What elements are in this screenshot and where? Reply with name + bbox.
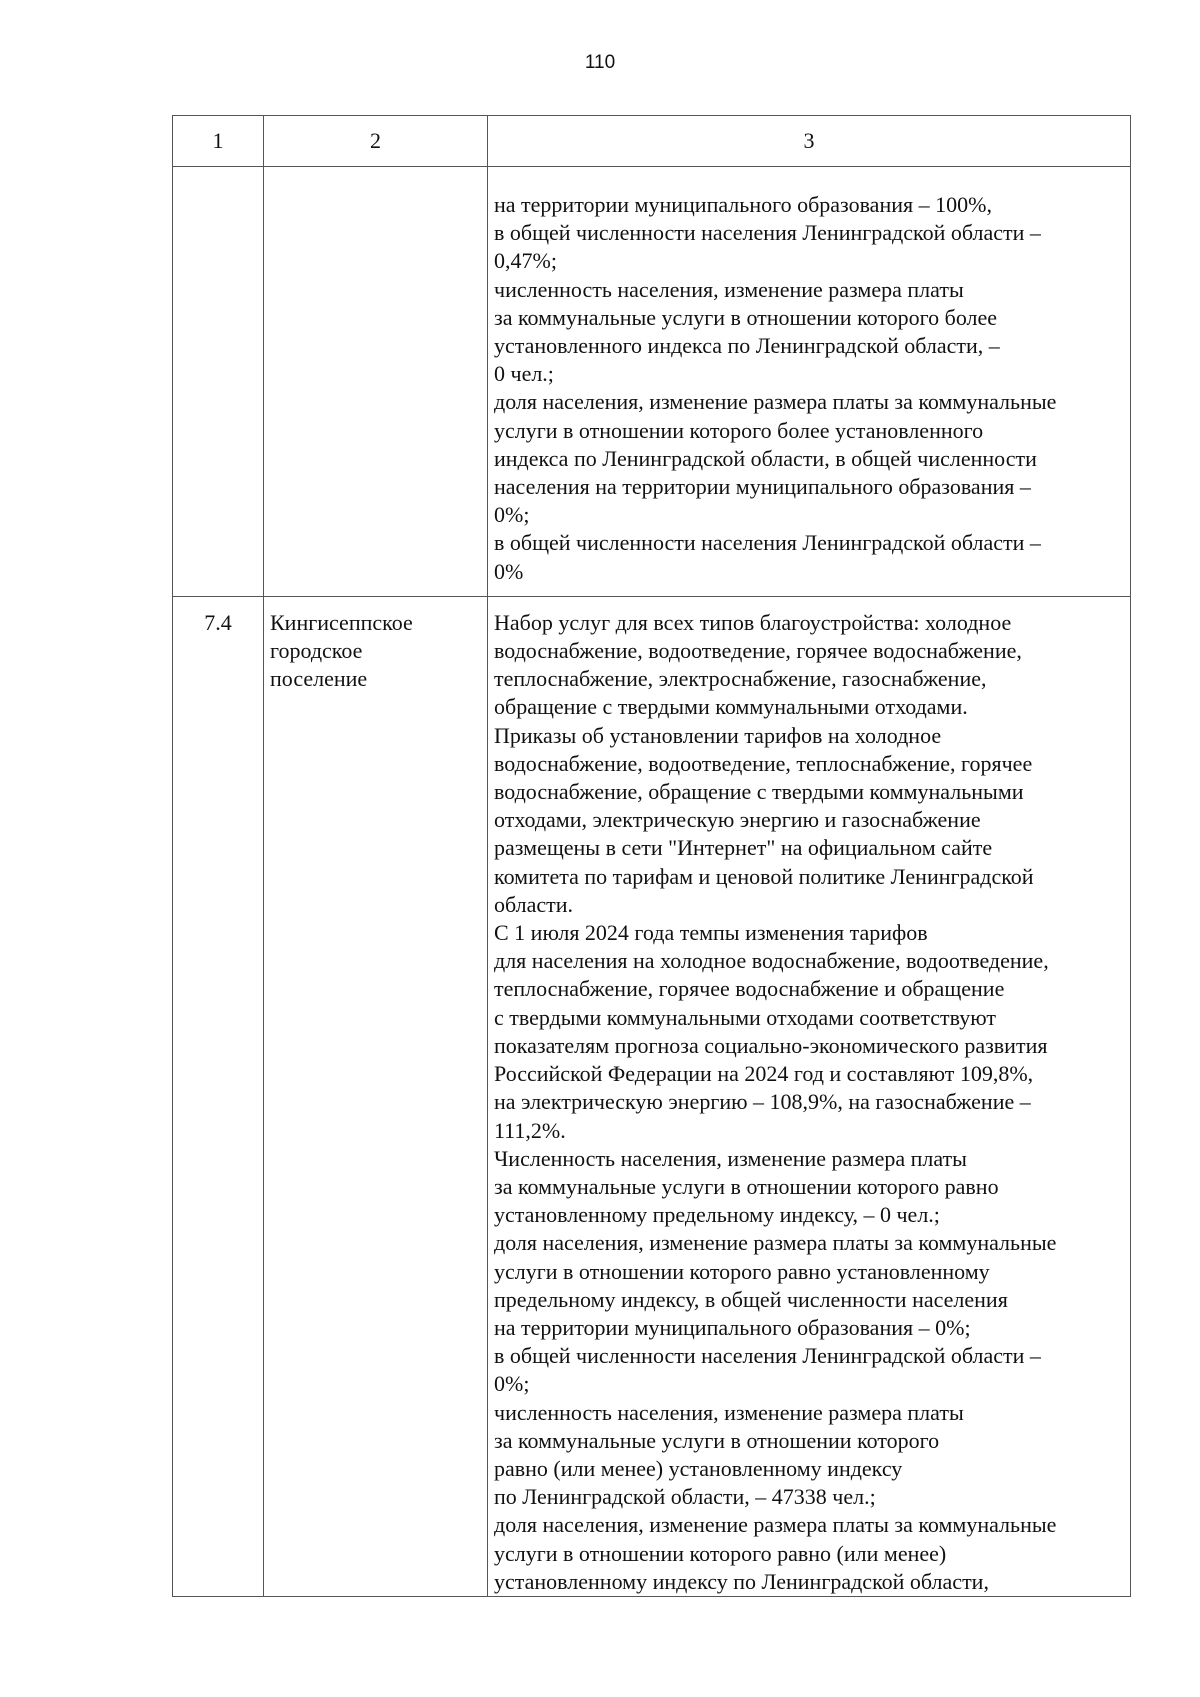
text-line: за коммунальные услуги в отношении которого более bbox=[494, 304, 998, 330]
description-cell bbox=[488, 596, 1131, 1596]
text-line: с твердыми коммунальными отходами соответствуют bbox=[494, 1004, 997, 1030]
header-col-2: 2 bbox=[264, 116, 488, 167]
tariff-table bbox=[172, 115, 1131, 1597]
text-line: услуги в отношении которого более установленного bbox=[494, 417, 984, 443]
table-row-7-4 bbox=[173, 596, 1131, 1596]
text-line: отходами, электрическую энергию и газоснабжение bbox=[494, 807, 981, 833]
text-line: С 1 июля 2024 года темпы изменения тарифов bbox=[494, 920, 928, 946]
text-line: городское bbox=[270, 638, 363, 664]
text-line: в общей численности населения Ленинградской области – bbox=[494, 530, 1041, 556]
text-line: численность населения, изменение размера платы bbox=[494, 1399, 964, 1425]
text-line: на территории муниципального образования – 100%, bbox=[494, 192, 992, 217]
text-line: поселение bbox=[270, 666, 368, 692]
text-line: услуги в отношении которого равно (или менее) bbox=[494, 1540, 947, 1566]
text-line: населения на территории муниципального образования – bbox=[494, 474, 1031, 500]
text-line: 0,47%; bbox=[494, 248, 557, 274]
text-line: для населения на холодное водоснабжение, водоотведение, bbox=[494, 948, 1049, 974]
text-line: установленному индексу по Ленинградской области, bbox=[494, 1568, 989, 1594]
text-line: теплоснабжение, электроснабжение, газоснабжение, bbox=[494, 666, 987, 692]
text-line: водоснабжение, водоотведение, теплоснабжение, горячее bbox=[494, 750, 1033, 776]
text-line: 111,2%. bbox=[494, 1117, 566, 1143]
text-line: Российской Федерации на 2024 год и составляют 109,8%, bbox=[494, 1061, 1034, 1087]
text-line: доля населения, изменение размера платы за коммунальные bbox=[494, 389, 1057, 415]
header-col-3: 3 bbox=[488, 116, 1131, 167]
text-line: 0%; bbox=[494, 1371, 530, 1397]
header-col-1: 1 bbox=[173, 116, 264, 167]
text-line: теплоснабжение, горячее водоснабжение и обращение bbox=[494, 976, 1005, 1002]
text-line: на электрическую энергию – 108,9%, на газоснабжение – bbox=[494, 1089, 1031, 1115]
municipality-cell bbox=[264, 167, 488, 597]
text-line: установленного индекса по Ленинградской области, – bbox=[494, 333, 1000, 359]
text-line: доля населения, изменение размера платы за коммунальные bbox=[494, 1512, 1057, 1538]
text-line: в общей численности населения Ленинградской области – bbox=[494, 220, 1041, 246]
table-row-continued bbox=[173, 167, 1131, 597]
text-line: Набор услуг для всех типов благоустройства: холодное bbox=[494, 609, 1012, 635]
text-line: на территории муниципального образования – 0%; bbox=[494, 1314, 971, 1340]
row-number-cell bbox=[173, 167, 264, 597]
row-number-cell: 7.4 bbox=[173, 596, 264, 1596]
text-line: за коммунальные услуги в отношении которого bbox=[494, 1427, 940, 1453]
text-line: 0% bbox=[494, 558, 524, 584]
text-line: Приказы об установлении тарифов на холодное bbox=[494, 722, 942, 748]
table-header-row bbox=[173, 116, 1131, 167]
text-line: равно (или менее) установленному индексу bbox=[494, 1455, 903, 1481]
text-line: за коммунальные услуги в отношении которого равно bbox=[494, 1173, 999, 1199]
text-line: водоснабжение, обращение с твердыми коммунальными bbox=[494, 779, 1024, 805]
text-line: 0%; bbox=[494, 502, 530, 528]
text-line: численность населения, изменение размера платы bbox=[494, 276, 964, 302]
text-line: размещены в сети "Интернет" на официальном сайте bbox=[494, 835, 993, 861]
text-line: доля населения, изменение размера платы за коммунальные bbox=[494, 1230, 1057, 1256]
text-line: обращение с твердыми коммунальными отходами. bbox=[494, 694, 968, 720]
text-line: области. bbox=[494, 891, 574, 917]
text-line: в общей численности населения Ленинградской области – bbox=[494, 1343, 1041, 1369]
text-line: 0 чел.; bbox=[494, 361, 554, 387]
text-line: комитета по тарифам и ценовой политике Ленинградской bbox=[494, 863, 1034, 889]
text-line: индекса по Ленинградской области, в общей численности bbox=[494, 445, 1037, 471]
text-line: по Ленинградской области, – 47338 чел.; bbox=[494, 1484, 876, 1510]
text-line: Численность населения, изменение размера платы bbox=[494, 1145, 967, 1171]
text-line: установленному предельному индексу, – 0 чел.; bbox=[494, 1202, 940, 1228]
text-line: Кингисеппское bbox=[270, 609, 413, 635]
text-line: предельному индексу, в общей численности населения bbox=[494, 1286, 1008, 1312]
text-line: водоснабжение, водоотведение, горячее водоснабжение, bbox=[494, 638, 1022, 664]
description-cell bbox=[488, 167, 1131, 597]
text-line: показателям прогноза социально-экономического развития bbox=[494, 1032, 1048, 1058]
text-line: услуги в отношении которого равно установленному bbox=[494, 1258, 990, 1284]
page-number: 110 bbox=[584, 52, 616, 73]
municipality-cell bbox=[264, 596, 488, 1596]
